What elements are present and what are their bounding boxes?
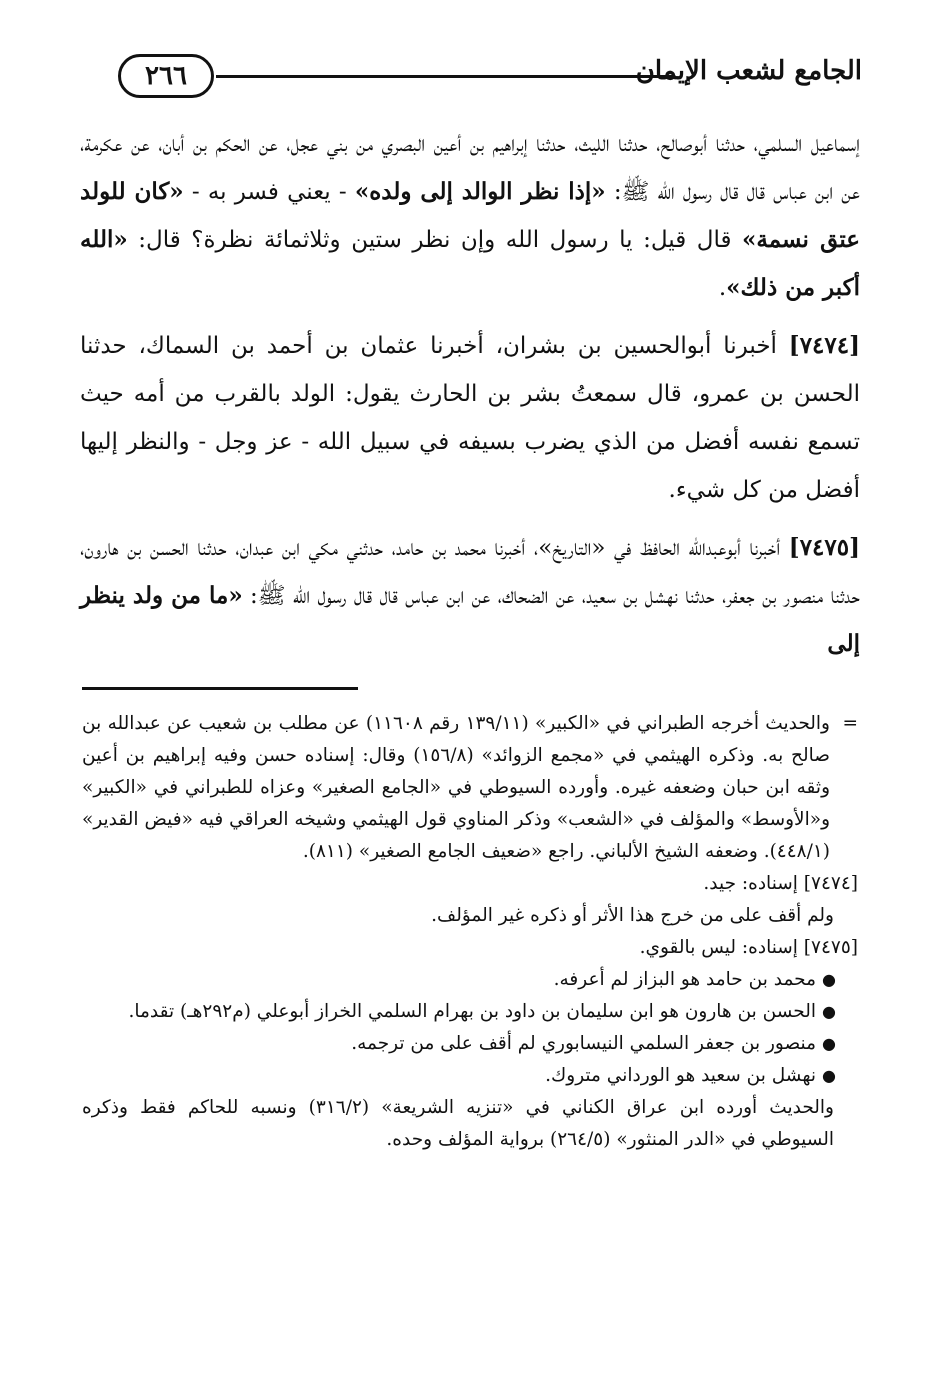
hadith-quote: «كان للولد عتق نسمة» bbox=[80, 178, 860, 253]
main-text bbox=[80, 120, 860, 678]
bullet-icon: ● bbox=[822, 1034, 836, 1053]
list-item bbox=[82, 1060, 858, 1092]
hadith-quote: «الله أكبر من ذلك» bbox=[80, 226, 860, 301]
list-item bbox=[82, 964, 858, 996]
list-item-text: محمد بن حامد هو البزاز لم أعرفه. bbox=[553, 969, 816, 990]
text-segment: - يعني فسر به - bbox=[183, 179, 355, 205]
text-segment: قال قيل: يا رسول الله وإن نظر ستين وثلاثمائة نظرة؟ قال: bbox=[127, 227, 742, 253]
text-segment: إسماعيل السلمي، حدثنا أبوصالح، حدثنا الليث، حدثنا إبراهيم بن أعين البصري من بني عجل، عن الحكم بن أبان، عن عكرمة، عن ابن عباس قال قال رسول الله ﷺ: bbox=[80, 131, 860, 205]
text-segment: أخبرنا أبوالحسين بن بشران، أخبرنا عثمان بن أحمد بن السماك، حدثنا الحسن بن عمرو، قال سمعتُ بشر بن الحارث يقول: الولد بالقرب من أمه حيث تسمع نفسه أفضل من الذي يضرب بسيفه في سبيل الله - عز وجل - والنظر إليها أفضل من كل شيء. bbox=[80, 333, 860, 503]
footnote-7474-heading: [٧٤٧٤] إسناده: جيد. bbox=[703, 873, 858, 894]
bullet-icon: ● bbox=[822, 1002, 836, 1021]
continuation-mark: = bbox=[842, 713, 858, 734]
list-item-text: نهشل بن سعيد هو الورداني متروك. bbox=[545, 1065, 816, 1086]
footnote-text: والحديث أخرجه الطبراني في «الكبير» (١٣٩/١١ رقم ١١٦٠٨) عن مطلب بن شعيب عن عبدالله بن صالح به. وذكره الهيثمي في «مجمع الزوائد» (١٥٦/٨) وقال: إسناده حسن وفيه إبراهيم بن أعين وثقه ابن حبان وضعفه غيره. وأورده السيوطي في «الجامع الصغير» وعزاه للطبراني في «الكبير» و«الأوسط» والمؤلف في «الشعب» وذكر المناوي قول الهيثمي وشيخه العراقي فيه «فيض القدير» (٤٤٨/١). وضعفه الشيخ الألباني. راجع «ضعيف الجامع الصغير» (٨١١). bbox=[82, 713, 830, 862]
bullet-icon: ● bbox=[822, 1066, 836, 1085]
footnote-rule bbox=[82, 687, 358, 690]
page-header bbox=[78, 50, 862, 106]
bullet-icon: ● bbox=[822, 970, 836, 989]
footnote-7474-text: ولم أقف على من خرج هذا الأثر أو ذكره غير المؤلف. bbox=[431, 905, 834, 926]
text-segment: أخبرنا أبوعبدالله الحافظ في «التاريخ»، أخبرنا محمد بن حامد، حدثني مكي ابن عبدان، حدثنا الحسن بن هارون، حدثنا منصور بن جعفر، حدثنا نهشل بن سعيد، عن الضحاك، عن ابن عباس قال قال رسول الله ﷺ: bbox=[80, 535, 860, 609]
hadith-quote: «إذا نظر الوالد إلى ولده» bbox=[354, 178, 606, 205]
narrator-list bbox=[82, 964, 858, 1092]
paragraph-7475 bbox=[80, 524, 860, 668]
header-rule bbox=[216, 75, 672, 78]
list-item bbox=[82, 996, 858, 1028]
hadith-number: [٧٤٧٥] bbox=[788, 534, 860, 561]
hadith-number: [٧٤٧٤] bbox=[788, 332, 860, 359]
footnotes bbox=[82, 708, 858, 1156]
list-item bbox=[82, 1028, 858, 1060]
list-item-text: منصور بن جعفر السلمي النيسابوري لم أقف على من ترجمه. bbox=[351, 1033, 816, 1054]
footnote-closing: والحديث أورده ابن عراق الكناني في «تنزيه الشريعة» (٣١٦/٢) ونسبه للحاكم فقط وذكره السيوطي في «الدر المنثور» (٢٦٤/٥) برواية المؤلف وحده. bbox=[82, 1097, 834, 1150]
page-number: ٢٦٦ bbox=[118, 54, 214, 98]
footnote-7475-heading: [٧٤٧٥] إسناده: ليس بالقوي. bbox=[639, 937, 858, 958]
hadith-quote: «ما من ولد ينظر إلى bbox=[80, 582, 860, 657]
footnote-continuation bbox=[82, 708, 858, 868]
text-segment: . bbox=[718, 275, 727, 301]
book-title: الجامع لشعب الإيمان bbox=[635, 56, 862, 86]
paragraph-continuation bbox=[80, 120, 860, 312]
paragraph-7474 bbox=[80, 322, 860, 514]
list-item-text: الحسن بن هارون هو ابن سليمان بن داود بن بهرام السلمي الخراز أبوعلي (م٢٩٢هـ) تقدما. bbox=[128, 1001, 816, 1022]
